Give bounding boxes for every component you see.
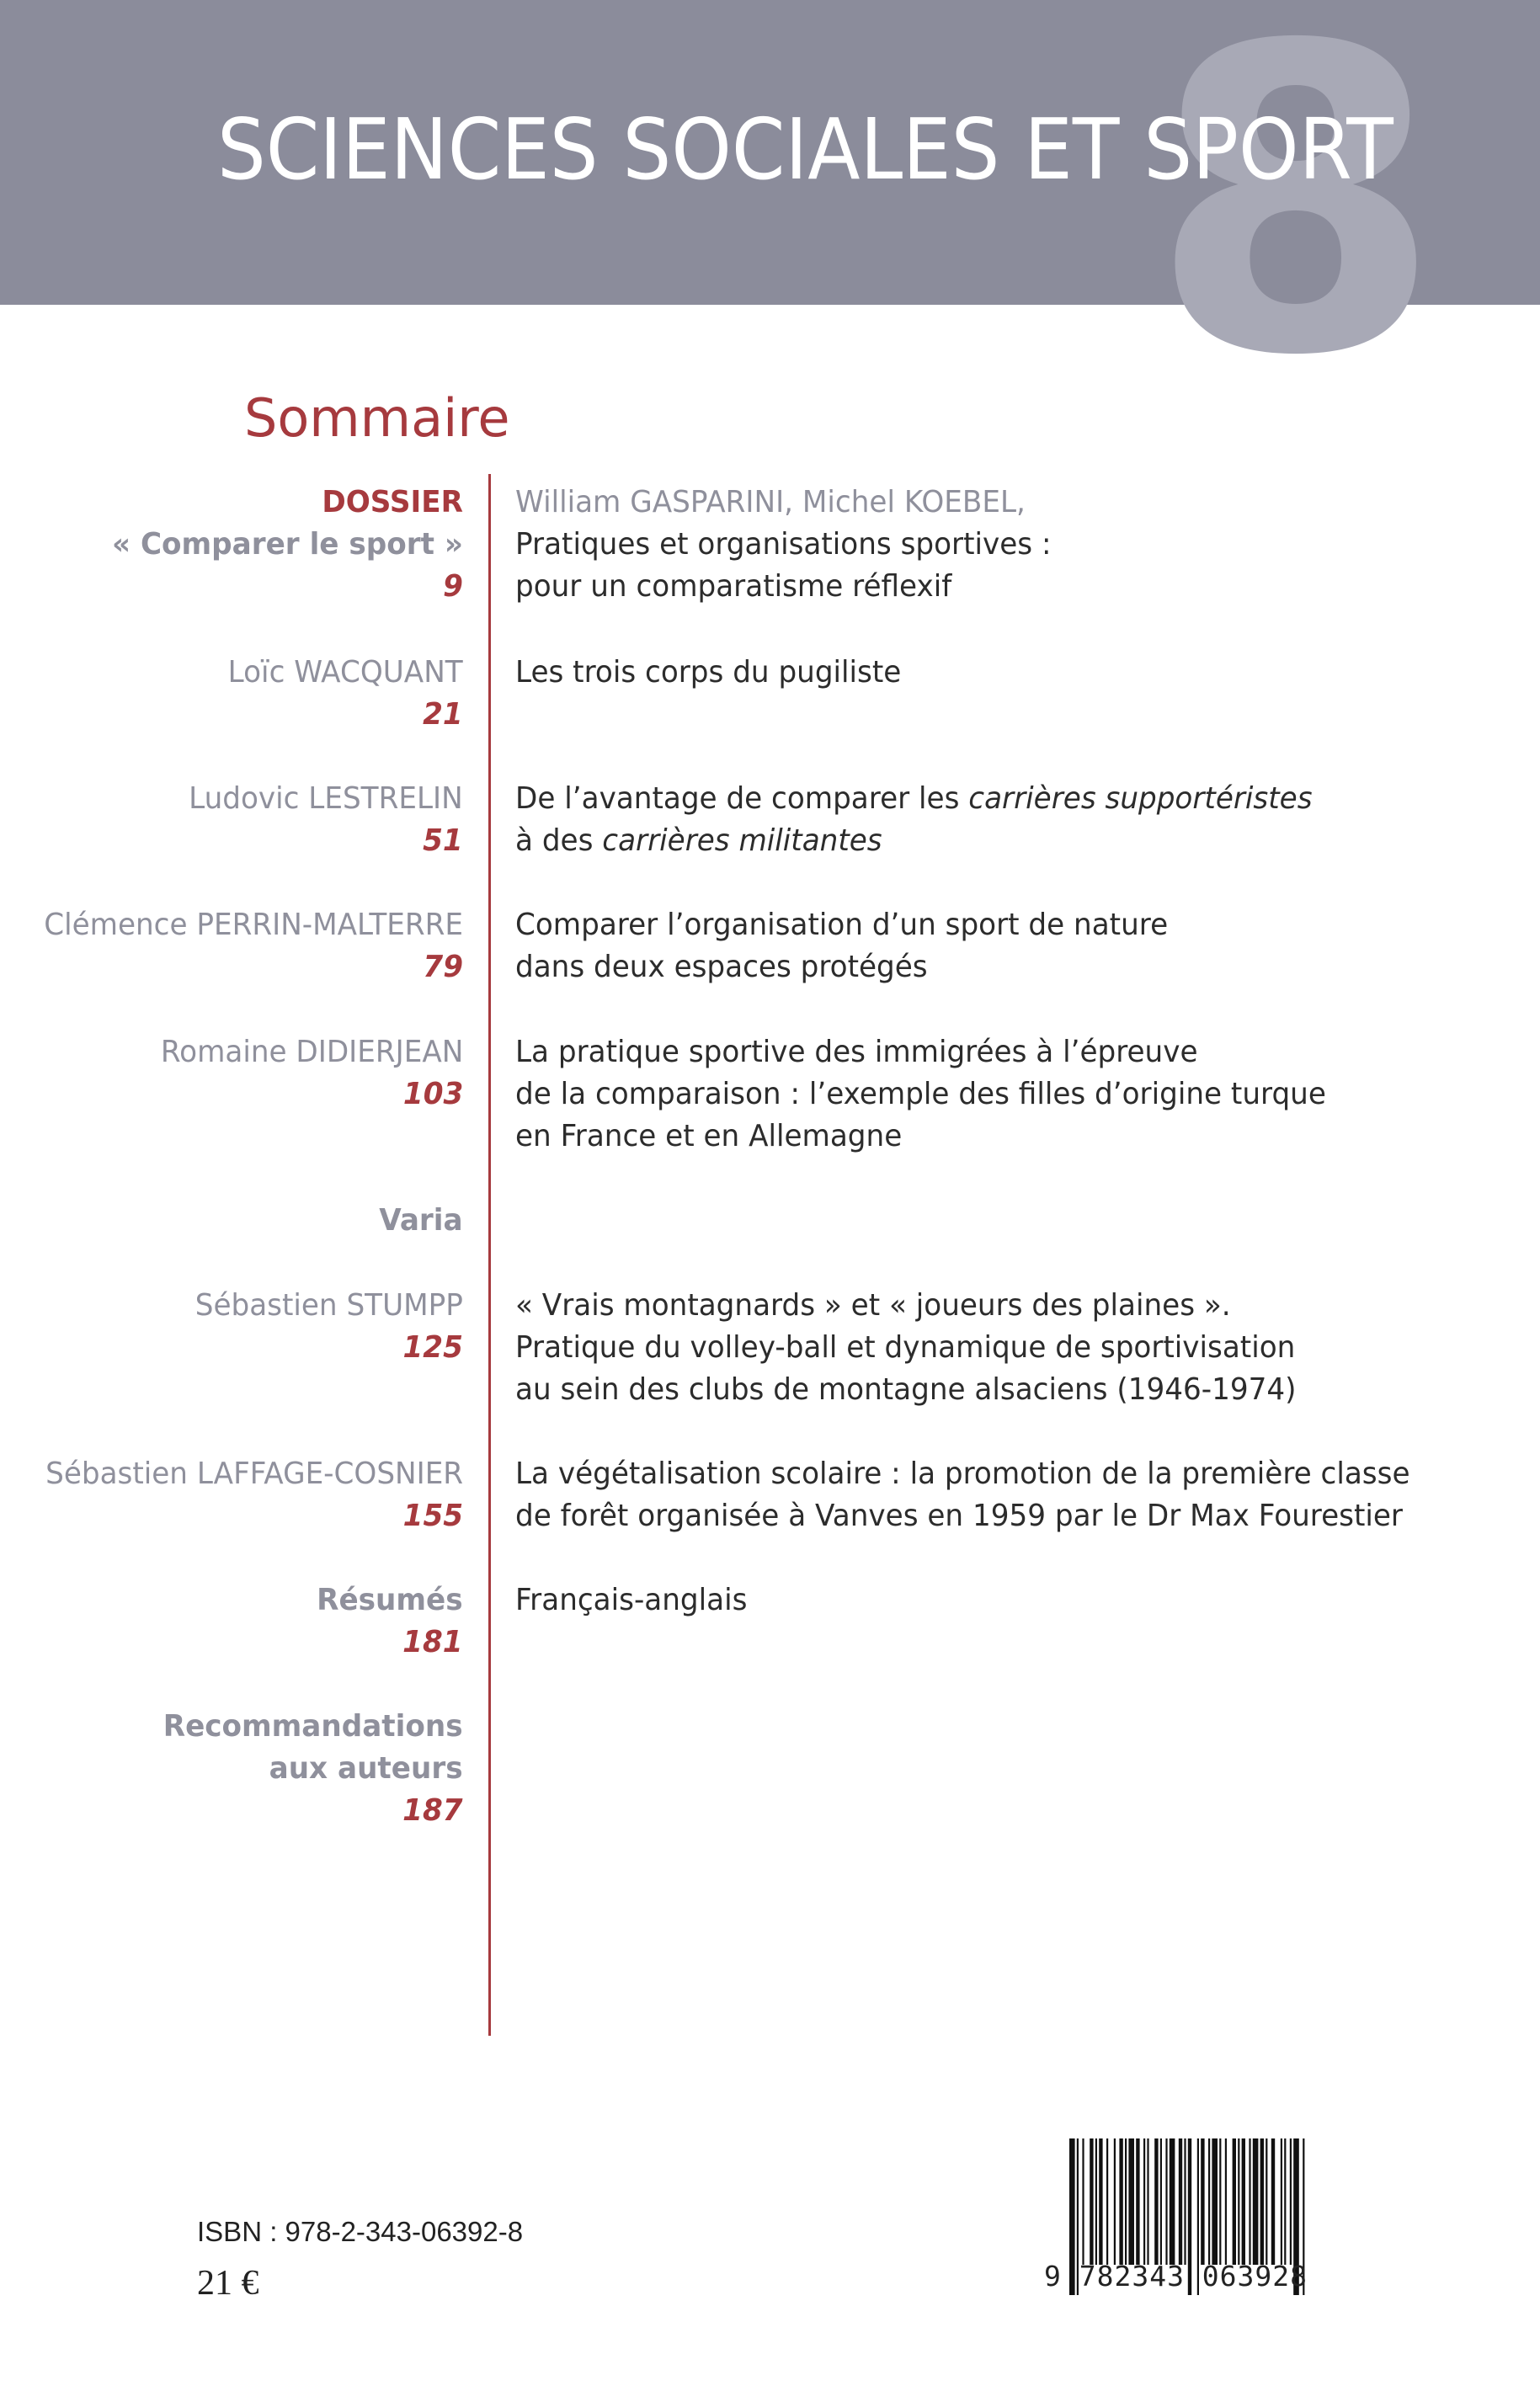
page-number: 155: [402, 1499, 463, 1533]
title-line: en France et en Allemagne: [515, 1119, 903, 1153]
barcode-bar: [1099, 2138, 1102, 2265]
barcode-bar: [1128, 2138, 1134, 2265]
author-name: Clémence PERRIN-MALTERRE: [44, 908, 463, 942]
title-line: La pratique sportive des immigrées à l’épreuve: [515, 1035, 1198, 1069]
barcode-bar: [1212, 2138, 1218, 2265]
toc-entry-left: [317, 1579, 463, 1664]
toc-entry-left: [189, 778, 463, 862]
barcode-bar: [1290, 2138, 1292, 2265]
section-label: aux auteurs: [269, 1751, 463, 1786]
price-label: 21 €: [197, 2264, 259, 2303]
toc-entry-title: [515, 1285, 1296, 1411]
barcode-bar: [1143, 2138, 1145, 2265]
toc-entry-title: [515, 778, 1313, 862]
toc-entry-title: [515, 904, 1168, 988]
title-line: Pratique du volley-ball et dynamique de sportivisation: [515, 1330, 1296, 1365]
title-line: au sein des clubs de montagne alsaciens (1946-1974): [515, 1372, 1297, 1407]
toc-divider: [488, 474, 491, 2036]
barcode-bar: [1201, 2138, 1204, 2265]
toc-entry-title: [515, 482, 1052, 608]
toc-entry-title: [515, 652, 901, 694]
toc-entry-left: [112, 482, 463, 608]
barcode-bar: [1106, 2138, 1108, 2265]
barcode-bar: [1184, 2138, 1186, 2265]
toc-entry-left: [195, 1285, 463, 1369]
page-number: 79: [423, 950, 463, 984]
page-number: 187: [402, 1793, 463, 1828]
page-number: 9: [443, 569, 463, 604]
author-name: Sébastien STUMPP: [194, 1288, 463, 1323]
title-text: De l’avantage de comparer les: [515, 781, 969, 816]
page-number: 125: [402, 1330, 463, 1365]
title-line: [515, 778, 1313, 820]
barcode-bar: [1225, 2138, 1227, 2265]
title-line: Les trois corps du pugiliste: [515, 655, 902, 690]
toc-heading: Sommaire: [244, 387, 510, 449]
toc-entry-left: [380, 1200, 463, 1242]
toc-entry-title: [515, 1579, 747, 1622]
toc-entry-title: [515, 1031, 1326, 1158]
barcode-bar: [1208, 2138, 1210, 2265]
barcode-bar: [1281, 2138, 1282, 2265]
title-line: de la comparaison : l’exemple des filles d’origine turque: [515, 1077, 1326, 1111]
toc-entry-left: [228, 652, 463, 736]
toc-entry-left: [163, 1706, 463, 1832]
barcode-bar: [1154, 2138, 1158, 2265]
barcode-bar: [1233, 2138, 1236, 2265]
title-line: pour un comparatisme réflexif: [515, 569, 952, 604]
section-label: Varia: [379, 1203, 463, 1238]
title-line: « Vrais montagnards » et « joueurs des plaines ».: [515, 1288, 1231, 1323]
page-number: 103: [402, 1077, 463, 1111]
page-number: 21: [423, 697, 463, 732]
barcode-bar: [1119, 2138, 1122, 2265]
barcode-bar: [1249, 2138, 1250, 2265]
title-line: [515, 820, 1313, 862]
section-label: Recommandations: [163, 1709, 463, 1744]
barcode-bar: [1271, 2138, 1275, 2265]
author-name: Romaine DIDIERJEAN: [160, 1035, 463, 1069]
barcode-bar: [1284, 2138, 1286, 2265]
title-line: Comparer l’organisation d’un sport de nature: [515, 908, 1169, 942]
barcode-bar: [1090, 2138, 1093, 2265]
title-line: Français-anglais: [515, 1583, 748, 1617]
isbn-label: ISBN : 978-2-343-06392-8: [197, 2216, 524, 2247]
barcode-bar: [1125, 2138, 1127, 2265]
barcode-bar: [1160, 2138, 1162, 2265]
author-name: Sébastien LAFFAGE-COSNIER: [45, 1457, 463, 1491]
dossier-label: DOSSIER: [322, 485, 463, 519]
page-number: 51: [423, 823, 463, 858]
barcode-bar: [1095, 2138, 1097, 2265]
title-italic: carrières militantes: [602, 823, 882, 858]
barcode-bar: [1170, 2138, 1175, 2265]
barcode-bar: [1242, 2138, 1245, 2265]
toc-entry-left: [161, 1031, 463, 1116]
toc-entry-left: [44, 904, 463, 988]
barcode-bar: [1266, 2138, 1267, 2265]
toc-entry-title: [515, 1453, 1410, 1537]
barcode-bar: [1253, 2138, 1259, 2265]
journal-title: SCIENCES SOCIALES ET SPORT: [217, 100, 1393, 199]
barcode-bar: [1114, 2138, 1116, 2265]
section-label: Résumés: [317, 1583, 463, 1617]
title-line: William GASPARINI, Michel KOEBEL,: [515, 485, 1026, 519]
author-name: Loïc WACQUANT: [227, 655, 463, 690]
title-line: dans deux espaces protégés: [515, 950, 928, 984]
title-italic: carrières supportéristes: [968, 781, 1313, 816]
barcode-digits: 9 782343 063928: [1044, 2260, 1308, 2293]
issue-number: 8: [1149, 0, 1442, 447]
barcode-bar: [1136, 2138, 1139, 2265]
title-line: Pratiques et organisations sportives :: [515, 527, 1052, 562]
barcode-bar: [1179, 2138, 1182, 2265]
barcode-bar: [1165, 2138, 1167, 2265]
barcode-bar: [1238, 2138, 1239, 2265]
barcode-bar: [1147, 2138, 1148, 2265]
barcode-bar: [1219, 2138, 1221, 2265]
author-name: Ludovic LESTRELIN: [189, 781, 463, 816]
title-line: La végétalisation scolaire : la promotion de la première classe: [515, 1457, 1410, 1491]
dossier-theme: « Comparer le sport »: [111, 527, 463, 562]
barcode-bar: [1260, 2138, 1264, 2265]
toc-entry-left: [45, 1453, 463, 1537]
title-text: à des: [515, 823, 603, 858]
title-line: de forêt organisée à Vanves en 1959 par le Dr Max Fourestier: [515, 1499, 1403, 1533]
page-number: 181: [402, 1625, 463, 1659]
barcode-bar: [1082, 2138, 1084, 2265]
